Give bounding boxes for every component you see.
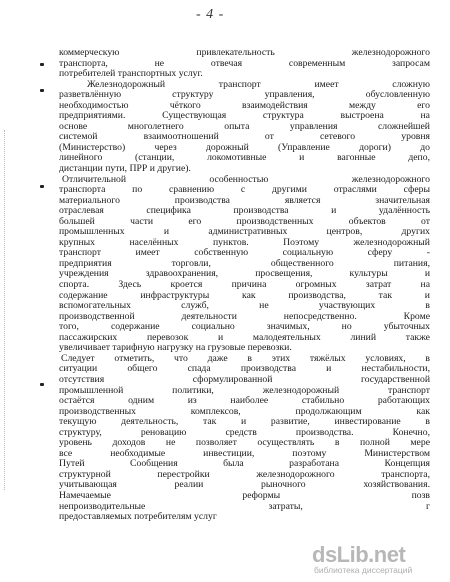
text-line: промышленных и административных центров, других <box>59 226 430 238</box>
text-line: (Министерство) через дорожный (Управление дороги) до <box>59 141 430 153</box>
text-line: предприятия торговли, общественного питания, <box>59 257 430 269</box>
text-line: учитывающая реалии рыночного хозяйствования. <box>59 479 430 491</box>
text-line: структурной перестройки железнодорожного транспорта, <box>59 468 430 480</box>
text-line: увеличивает тарифную нагрузку на грузовые перевозки. <box>59 342 292 354</box>
text-line: транспорта по сравнению с другими отраслями сферы <box>59 184 430 196</box>
margin-mark <box>40 383 44 386</box>
page-number: - 4 - <box>196 7 225 22</box>
paragraph <box>59 354 430 523</box>
text-line: остаётся одним из наиболее стабильно работающих <box>59 395 430 407</box>
text-line: непроизводительные затраты, г <box>59 500 430 512</box>
paragraph <box>59 48 430 80</box>
text-line: Путей Сообщения была разработана Концепция <box>59 458 430 470</box>
paragraph <box>59 175 430 354</box>
watermark-logo: dsLib.net <box>312 542 406 567</box>
text-line: учреждения здравоохранения, просвещения, культуры и <box>59 268 430 280</box>
text-line: спорта. Здесь кроется причина огромных затрат на <box>59 279 430 291</box>
text-line: все необходимые инвестиции, поэтому Министерством <box>59 447 430 459</box>
text-line: Намечаемые реформы позв <box>59 489 430 501</box>
text-line: потребителей транспортных услуг. <box>59 68 203 80</box>
margin-mark <box>40 89 44 92</box>
text-line: содержание инфраструктуры как производства, так и <box>59 289 430 301</box>
text-line: необходимостью чёткого взаимодействия между его <box>59 99 430 111</box>
text-line: разветвлённую структуру управления, обусловленную <box>59 89 430 101</box>
text-line: материального производства является значительная <box>59 194 430 206</box>
watermark <box>312 542 444 576</box>
text-line: транспорт имеет собственную социальную сферу - <box>59 247 430 259</box>
text-line: большей части его производственных объектов от <box>59 215 430 227</box>
text-line: линейного (станции, локомотивные и вагонные депо, <box>59 152 430 164</box>
text-line: пассажирских перевозок и малодеятельных линий также <box>59 331 430 343</box>
text-line: Железнодорожный транспорт имеет сложную <box>87 78 430 90</box>
text-line: коммерческую привлекательность железнодорожного <box>59 47 430 58</box>
margin-mark <box>40 63 44 66</box>
text-line: того, содержание социально значимых, но убыточных <box>59 321 430 333</box>
text-line: ситуации общего спада производства и нестабильности, <box>59 363 430 375</box>
text-line: производственных комплексов, продолжающим как <box>59 405 430 417</box>
document-body <box>59 48 430 523</box>
text-line: предоставляемых потребителям услуг <box>59 511 217 523</box>
text-line: уровень доходов не позволяет осуществлять в полной мере <box>59 437 430 449</box>
text-line: транспорта, не отвечая современным запросам <box>59 57 430 69</box>
scan-edge-artifact <box>4 130 7 490</box>
text-line: Следует отметить, что даже в этих тяжёлых условиях, в <box>61 352 430 364</box>
margin-mark <box>40 185 44 188</box>
text-line: текущую деятельность, так и развитие, инвестирование в <box>59 416 430 428</box>
text-line: основе многолетнего опыта управления сложнейшей <box>59 120 430 132</box>
text-line: Отличительной особенностью железнодорожного <box>62 173 430 185</box>
text-line: структуру, реновацию средств производства. Конечно, <box>59 426 430 438</box>
text-line: крупных населённых пунктов. Поэтому железнодорожный <box>59 236 430 248</box>
text-line: отсутствия сформулированной государственной <box>59 373 430 385</box>
paragraph <box>59 80 430 175</box>
text-line: системой взаимоотношений от сетевого уровня <box>59 131 430 143</box>
text-line: предприятиями. Существующая структура выстроена на <box>59 110 430 122</box>
text-line: промышленной политики, железнодорожный транспорт <box>59 384 430 396</box>
text-line: производственной деятельности непосредственно. Кроме <box>59 310 430 322</box>
text-line: отраслевая специфика производства и удалённость <box>59 205 430 217</box>
text-line: дистанции пути, ПРР и другие). <box>59 163 191 175</box>
text-line: вспомогательных служб, не участвующих в <box>59 300 430 312</box>
watermark-caption: библиотека диссертаций <box>314 565 413 575</box>
